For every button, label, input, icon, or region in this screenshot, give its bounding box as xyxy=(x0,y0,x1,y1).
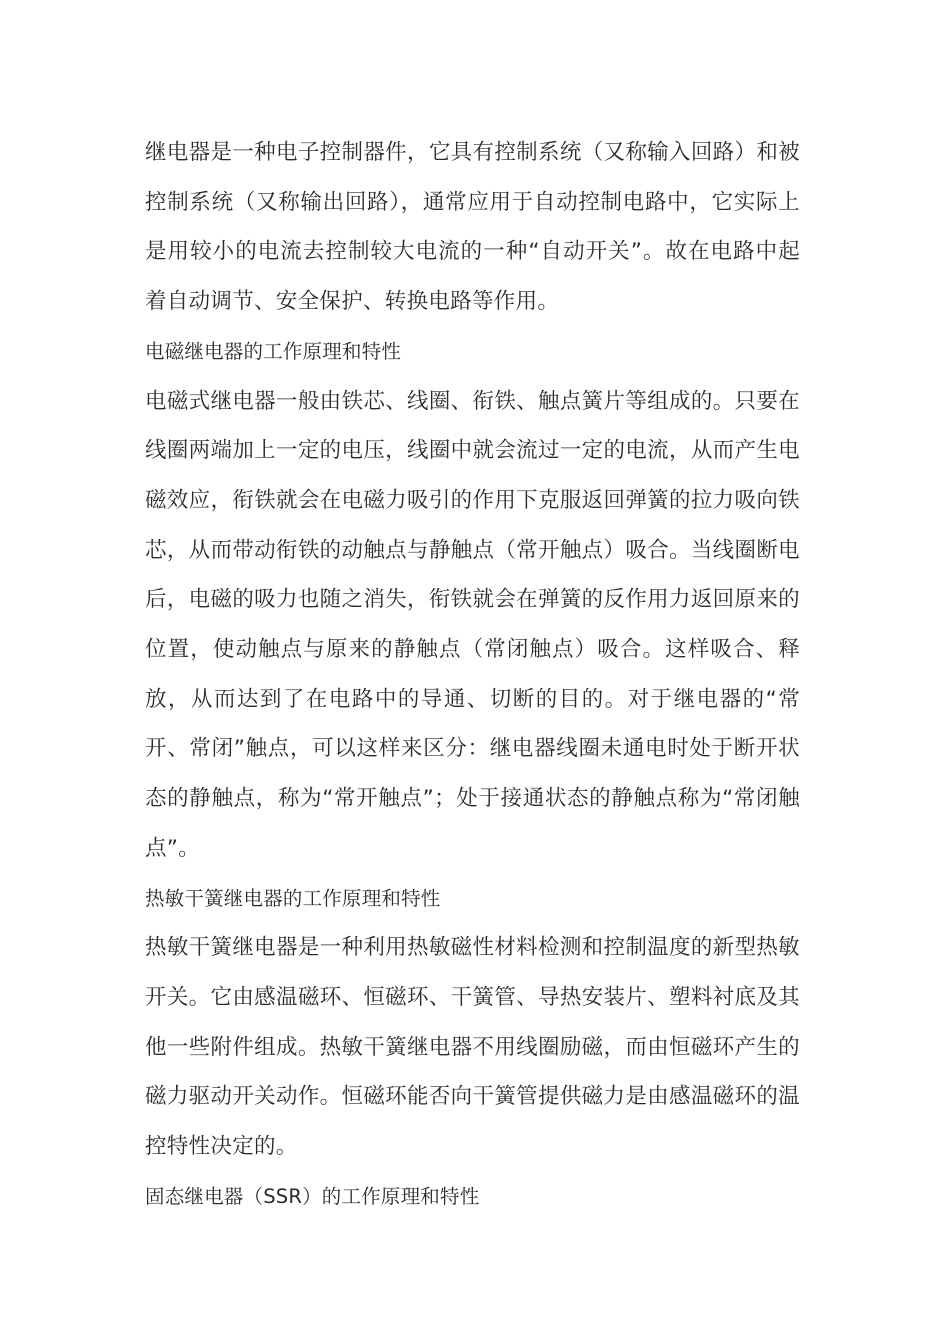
section-heading-solid-state-relay: 固态继电器（SSR）的工作原理和特性 xyxy=(145,1184,480,1208)
section-body-electromagnetic-relay: 电磁式继电器一般由铁芯、线圈、衔铁、触点簧片等组成的。只要在线圈两端加上一定的电压，线圈中就会流过一定的电流，从而产生电磁效应，衔铁就会在电磁力吸引的作用下克服返回弹簧的拉力吸向铁芯，从而带动衔铁的动触点与静触点（常开触点）吸合。当线圈断电后，电磁的吸力也随之消失，衔铁就会在弹簧的反作用力返回原来的位置，使动触点与原来的静触点（常闭触点）吸合。这样吸合、释放，从而达到了在电路中的导通、切断的目的。对于继电器的“常开、常闭”触点，可以这样来区分：继电器线圈未通电时处于断开状态的静触点，称为“常开触点”；处于接通状态的静触点称为“常闭触点”。 xyxy=(145,388,800,861)
intro-paragraph: 继电器是一种电子控制器件，它具有控制系统（又称输入回路）和被控制系统（又称输出回路），通常应用于自动控制电路中，它实际上是用较小的电流去控制较大电流的一种“自动开关”。故在电路中起着自动调节、安全保护、转换电路等作用。 xyxy=(145,140,800,315)
section-heading-thermal-reed-relay: 热敏干簧继电器的工作原理和特性 xyxy=(145,886,441,910)
section-heading-electromagnetic-relay: 电磁继电器的工作原理和特性 xyxy=(145,339,402,363)
section-body-thermal-reed-relay: 热敏干簧继电器是一种利用热敏磁性材料检测和控制温度的新型热敏开关。它由感温磁环、恒磁环、干簧管、导热安装片、塑料衬底及其他一些附件组成。热敏干簧继电器不用线圈励磁，而由恒磁环产生的磁力驱动开关动作。恒磁环能否向干簧管提供磁力是由感温磁环的温控特性决定的。 xyxy=(145,935,800,1160)
document-page xyxy=(145,128,800,1221)
